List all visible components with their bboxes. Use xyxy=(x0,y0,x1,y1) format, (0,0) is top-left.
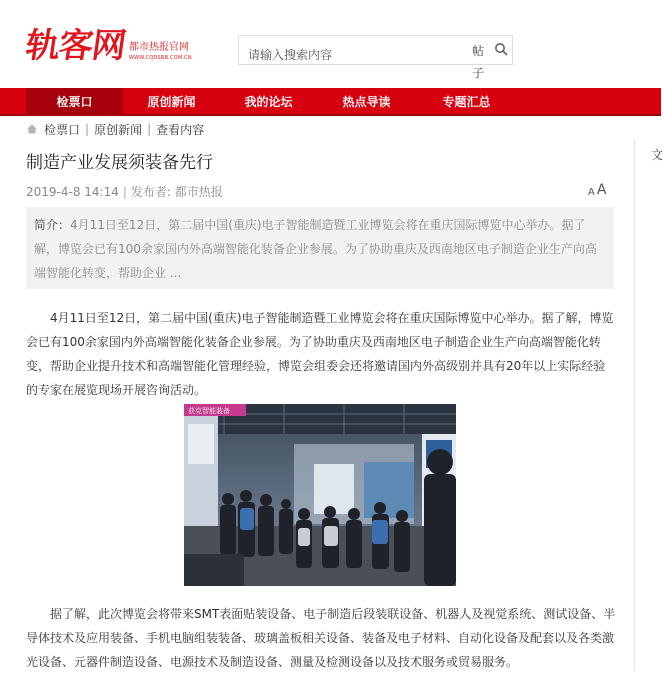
article-photo xyxy=(184,404,456,586)
nav-item-my-forum[interactable]: 我的论坛 xyxy=(244,95,293,109)
article-paragraph: 4月11日至12日，第二届中国(重庆)电子智能制造暨工业博览会将在重庆国际博览中心举办。据了解，博览会已有100余家国内外高端智能化装备企业参展。为了协助重庆及西南地区电子制造企业生产向高端智能化转变，帮助企业提升技术和高端智能化管理经验，博览会组委会还将邀请国内外高级别并具有20年以上实际经验的专家在展览现场开展咨询活动。 xyxy=(26,311,614,397)
font-size-controls xyxy=(586,182,606,198)
sidebar-divider xyxy=(634,140,635,671)
nav-item-ticket[interactable]: 检票口 xyxy=(26,88,123,116)
site-logo[interactable] xyxy=(23,22,192,66)
breadcrumb-item-original-news[interactable]: 原创新闻 xyxy=(94,122,143,137)
breadcrumb-item-current: 查看内容 xyxy=(156,122,205,137)
article-title: 制造产业发展须装备先行 xyxy=(26,153,213,173)
search-type-select[interactable]: 帖子 xyxy=(472,44,485,80)
font-increase-button[interactable]: A xyxy=(596,182,607,198)
publisher-name[interactable]: 都市热报 xyxy=(174,185,223,199)
nav-item-original-news[interactable]: 原创新闻 xyxy=(147,95,196,109)
breadcrumb-separator: | xyxy=(85,122,90,136)
meta-separator: | xyxy=(122,185,127,199)
summary-text: 4月11日至12日，第二届中国(重庆)电子智能制造暨工业博览会将在重庆国际博览中心举办。据了解，博览会已有100余家国内外高端智能化装备企业参展。为了协助重庆及西南地区电子制造企业生产向高端智能化转变，帮助企业 ... xyxy=(34,218,597,280)
main-nav xyxy=(0,88,661,116)
expo-photo-illustration xyxy=(184,404,456,586)
summary-label: 简介： xyxy=(34,218,71,232)
breadcrumb-item-ticket[interactable]: 检票口 xyxy=(44,122,81,137)
article-date: 2019-4-8 14:14 xyxy=(26,185,119,199)
logo-tagline-url: WWW.CQDSRB.COM.CN xyxy=(129,55,192,61)
home-icon[interactable] xyxy=(26,123,38,135)
article-paragraph: 据了解，此次博览会将带来SMT表面贴装设备、电子制造后段装联设备、机器人及视觉系统、测试设备、半导体技术及应用装备、手机电脑组装装备、玻璃盖板相关设备、装备及电子材料、自动化设备及配套以及各类激光设备、元器件制造设备、电源技术及制造设备、测量及检测设备以及技术服务或贸易服务。 xyxy=(26,607,616,669)
logo-wordmark: 轨客网 xyxy=(23,26,128,66)
nav-item-hot-guide[interactable]: 热点导读 xyxy=(342,95,391,109)
logo-tagline xyxy=(129,42,192,62)
breadcrumb-separator: | xyxy=(147,122,152,136)
photo-banner-text: 获克智能装备 xyxy=(188,407,230,415)
font-decrease-button[interactable]: A xyxy=(588,187,595,198)
site-header xyxy=(0,0,661,88)
nav-item-topics[interactable]: 专题汇总 xyxy=(442,95,491,109)
sidebar-partial-text: 文 xyxy=(651,148,663,162)
publisher-label: 发布者: xyxy=(130,185,171,199)
search-button[interactable] xyxy=(491,39,511,61)
logo-tagline-cn: 都市热报官网 xyxy=(129,42,189,53)
breadcrumb xyxy=(26,120,204,138)
search-box xyxy=(238,35,513,80)
search-input[interactable] xyxy=(239,36,464,64)
magnifier-icon xyxy=(491,39,511,61)
article-meta xyxy=(26,183,223,200)
article-summary xyxy=(26,207,614,289)
